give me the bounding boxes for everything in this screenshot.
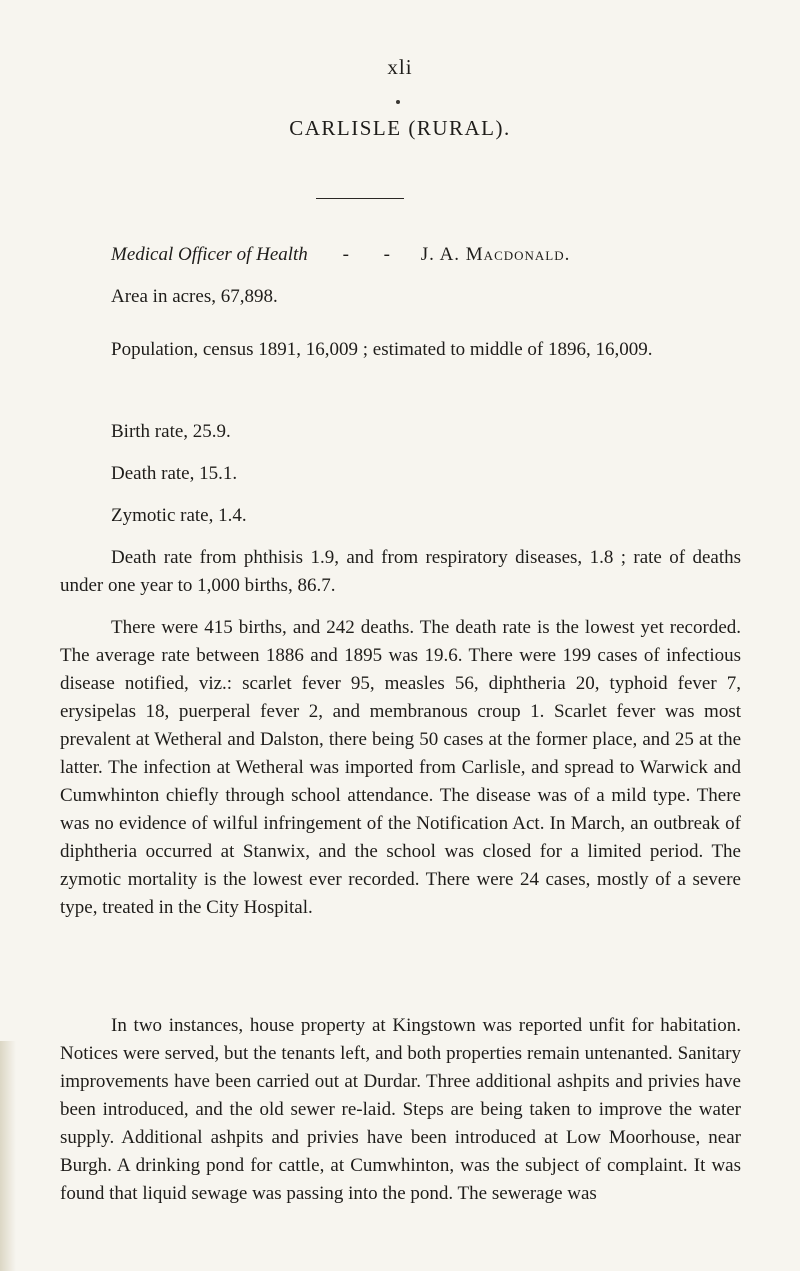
officer-title: Medical Officer of Health [111, 244, 308, 265]
officer-dash-1: - [342, 244, 349, 265]
officer-dash-2: - [383, 244, 390, 265]
report-paragraph-1: There were 415 births, and 242 deaths. The death rate is the lowest yet recorded. The average rate between 1886 and 1895 was 19.6. There were 199 cases of infectious disease notified, viz.: scarlet fever 95, measles 56, diphtheria 20, typhoid fever 7, erysipelas 18, puerperal fever 2, and membranous croup 1. Scarlet fever was most prevalent at Wetheral and Dalston, there being 50 cases at the former place, and 25 at the latter. The infection at Wetheral was imported from Carlisle, and spread to Warwick and Cumwhinton chiefly through school attendance. The disease was of a mild type. There was no evidence of wilful infringement of the Notification Act. In March, an outbreak of diphtheria occurred at Stanwix, and the school was closed for a limited period. The zymotic mortality is the lowest ever recorded. There were 24 cases, mostly of a severe type, treated in the City Hospital. [60, 617, 741, 918]
phthisis-paragraph: Death rate from phthisis 1.9, and from respiratory diseases, 1.8 ; rate of deaths under one year to 1,000 births, 86.7. [60, 547, 741, 596]
page-edge-stain [0, 1041, 16, 1271]
birth-rate-paragraph: Birth rate, 25.9. [111, 421, 231, 442]
heading-rule [316, 198, 404, 199]
death-rate-paragraph: Death rate, 15.1. [111, 463, 238, 484]
area-paragraph: Area in acres, 67,898. [111, 286, 278, 307]
medical-officer-line [111, 244, 671, 266]
zymotic-rate-paragraph: Zymotic rate, 1.4. [111, 505, 247, 526]
ink-dot [396, 100, 400, 104]
population-paragraph: Population, census 1891, 16,009 ; estimated to middle of 1896, 16,009. [111, 339, 653, 360]
report-paragraph-2: In two instances, house property at Kingstown was reported unfit for habitation. Notices were served, but the tenants left, and both properties remain untenanted. Sanitary improvements have been carried out at Durdar. Three additional ashpits and privies have been introduced, and the old sewer re-laid. Steps are being taken to improve the water supply. Additional ashpits and privies have been introduced at Low Moorhouse, near Burgh. A drinking pond for cattle, at Cumwhinton, was the subject of complaint. It was found that liquid sewage was passing into the pond. The sewerage was [60, 1015, 741, 1204]
officer-name: J. A. Macdonald. [420, 244, 571, 265]
page-number: xli [387, 55, 413, 79]
page-heading: CARLISLE (RURAL). [289, 116, 511, 140]
